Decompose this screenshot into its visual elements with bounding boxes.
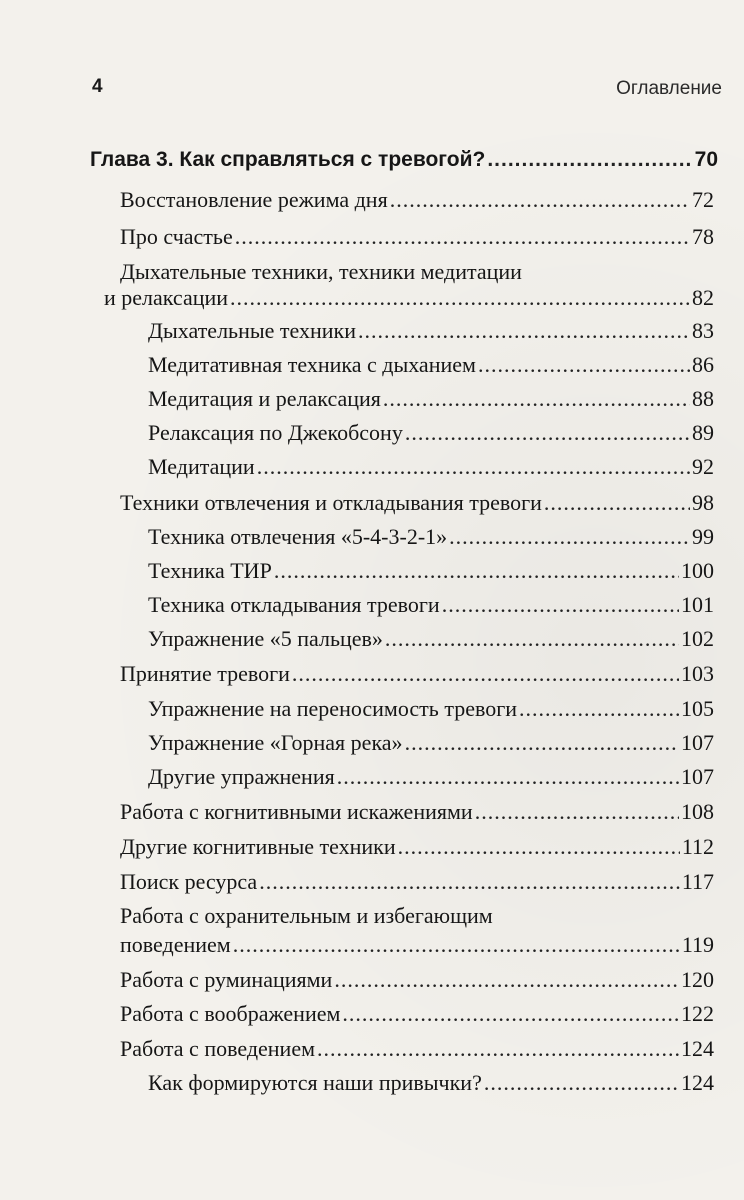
toc-entry[interactable] <box>148 454 714 480</box>
toc-entry-title: Релаксация по Джекобсону <box>148 420 403 445</box>
toc-entry-title: Работа с когнитивными искажениями <box>120 799 473 824</box>
toc-entry[interactable] <box>120 661 714 687</box>
dot-leader <box>385 626 679 652</box>
dot-leader <box>358 318 690 344</box>
toc-entry[interactable] <box>120 869 714 895</box>
toc-entry-page: 119 <box>681 932 714 957</box>
toc-entry-page: 82 <box>692 285 714 310</box>
toc-entry-page: 89 <box>692 420 714 445</box>
dot-leader <box>390 187 690 213</box>
toc-entry[interactable] <box>148 626 714 652</box>
toc-entry-title: Про счастье <box>120 224 233 249</box>
toc-entry[interactable] <box>120 967 714 993</box>
toc-entry-page: 124 <box>681 1070 714 1095</box>
toc-entry-page: 107 <box>681 730 714 755</box>
toc-entry[interactable] <box>120 187 714 213</box>
toc-entry[interactable] <box>148 764 714 790</box>
toc-entry-page: 103 <box>681 661 714 686</box>
dot-leader <box>292 661 679 687</box>
dot-leader <box>405 420 690 446</box>
toc-entry[interactable] <box>148 1070 714 1096</box>
toc-entry-page: 83 <box>692 318 714 343</box>
toc-entry-page: 88 <box>692 386 714 411</box>
toc-entry-page: 100 <box>681 558 714 583</box>
toc-entry-title: Упражнение «5 пальцев» <box>148 626 383 651</box>
toc-entry[interactable] <box>120 1036 714 1062</box>
toc-entry-page: 124 <box>681 1036 714 1061</box>
dot-leader <box>317 1036 679 1062</box>
toc-entry[interactable] <box>148 386 714 412</box>
toc-entry-title: Медитативная техника с дыханием <box>148 352 476 377</box>
toc-entry-title: Работа с руминациями <box>120 967 333 992</box>
dot-leader <box>478 352 690 378</box>
toc-entry-title: Другие упражнения <box>148 764 335 789</box>
dot-leader <box>484 1070 679 1096</box>
dot-leader <box>519 696 679 722</box>
dot-leader <box>487 147 692 173</box>
toc-entry-title: Упражнение на переносимость тревоги <box>148 696 517 721</box>
toc-entry-title-line1[interactable]: Дыхательные техники, техники медитации <box>120 259 522 284</box>
toc-entry[interactable] <box>148 420 714 446</box>
dot-leader <box>449 524 690 550</box>
toc-entry-title: Упражнение «Горная река» <box>148 730 403 755</box>
dot-leader <box>405 730 679 756</box>
toc-entry-title: Глава 3. Как справляться с тревогой? <box>90 148 486 171</box>
running-title: Оглавление <box>616 78 722 99</box>
toc-entry-page: 99 <box>692 524 714 549</box>
toc-entry[interactable] <box>148 352 714 378</box>
dot-leader <box>475 799 679 825</box>
toc-entry-title: Техника ТИР <box>148 558 272 583</box>
dot-leader <box>342 1001 679 1027</box>
page-number: 4 <box>92 76 103 97</box>
toc-entry-page: 122 <box>681 1001 714 1026</box>
toc-entry-title-line1[interactable]: Работа с охранительным и избегающим <box>120 903 493 928</box>
dot-leader <box>257 454 690 480</box>
dot-leader <box>337 764 679 790</box>
toc-entry[interactable] <box>120 224 714 250</box>
toc-entry-page: 78 <box>692 224 714 249</box>
toc-entry[interactable] <box>120 834 714 860</box>
toc-entry-title: Дыхательные техники <box>148 318 357 343</box>
toc-entry-title: Принятие тревоги <box>120 661 290 686</box>
toc-entry-title: Поиск ресурса <box>120 869 258 894</box>
dot-leader <box>334 967 679 993</box>
toc-entry[interactable] <box>148 696 714 722</box>
toc-entry[interactable] <box>148 592 714 618</box>
toc-entry-title: Техники отвлечения и откладывания тревоги <box>120 490 542 515</box>
toc-entry-title: Как формируются наши привычки? <box>148 1070 482 1095</box>
toc-entry-page: 102 <box>681 626 714 651</box>
toc-entry[interactable] <box>120 799 714 825</box>
toc-entry[interactable] <box>148 558 714 584</box>
dot-leader <box>544 490 690 516</box>
toc-entry[interactable] <box>104 285 714 311</box>
dot-leader <box>230 285 690 311</box>
toc-entry-page: 72 <box>692 187 714 212</box>
dot-leader <box>383 386 690 412</box>
toc-entry-title: Медитация и релаксация <box>148 386 381 411</box>
dot-leader <box>235 224 690 250</box>
toc-entry-page: 120 <box>681 967 714 992</box>
toc-entry-page: 105 <box>681 696 714 721</box>
toc-entry-page: 108 <box>681 799 714 824</box>
toc-entry-title: поведением <box>120 932 231 957</box>
toc-entry[interactable] <box>148 524 714 550</box>
toc-entry-title: Другие когнитивные техники <box>120 834 396 859</box>
toc-entry-title: Техника отвлечения «5-4-3-2-1» <box>148 524 448 549</box>
toc-entry-page: 70 <box>694 148 718 171</box>
toc-entry-title: Техника откладывания тревоги <box>148 592 440 617</box>
toc-entry-page: 117 <box>681 869 714 894</box>
toc-entry[interactable] <box>120 490 714 516</box>
toc-entry-title: Работа с поведением <box>120 1036 316 1061</box>
toc-entry-chapter[interactable] <box>90 147 718 173</box>
dot-leader <box>274 558 679 584</box>
dot-leader <box>233 932 680 958</box>
toc-entry[interactable] <box>120 932 714 958</box>
toc-entry[interactable] <box>120 1001 714 1027</box>
toc-entry-page: 86 <box>692 352 714 377</box>
toc-entry-page: 98 <box>692 490 714 515</box>
toc-entry-title: Работа с воображением <box>120 1001 341 1026</box>
toc-entry-title: Восстановление режима дня <box>120 187 388 212</box>
toc-entry[interactable] <box>148 318 714 344</box>
toc-entry-title: и релаксации <box>104 285 229 310</box>
dot-leader <box>259 869 680 895</box>
toc-entry-page: 92 <box>692 454 714 479</box>
toc-entry-title: Медитации <box>148 454 255 479</box>
toc-entry-page: 112 <box>681 834 714 859</box>
toc-entry[interactable] <box>148 730 714 756</box>
dot-leader <box>398 834 680 860</box>
toc-entry-page: 107 <box>681 764 714 789</box>
toc-entry-page: 101 <box>681 592 714 617</box>
dot-leader <box>442 592 679 618</box>
